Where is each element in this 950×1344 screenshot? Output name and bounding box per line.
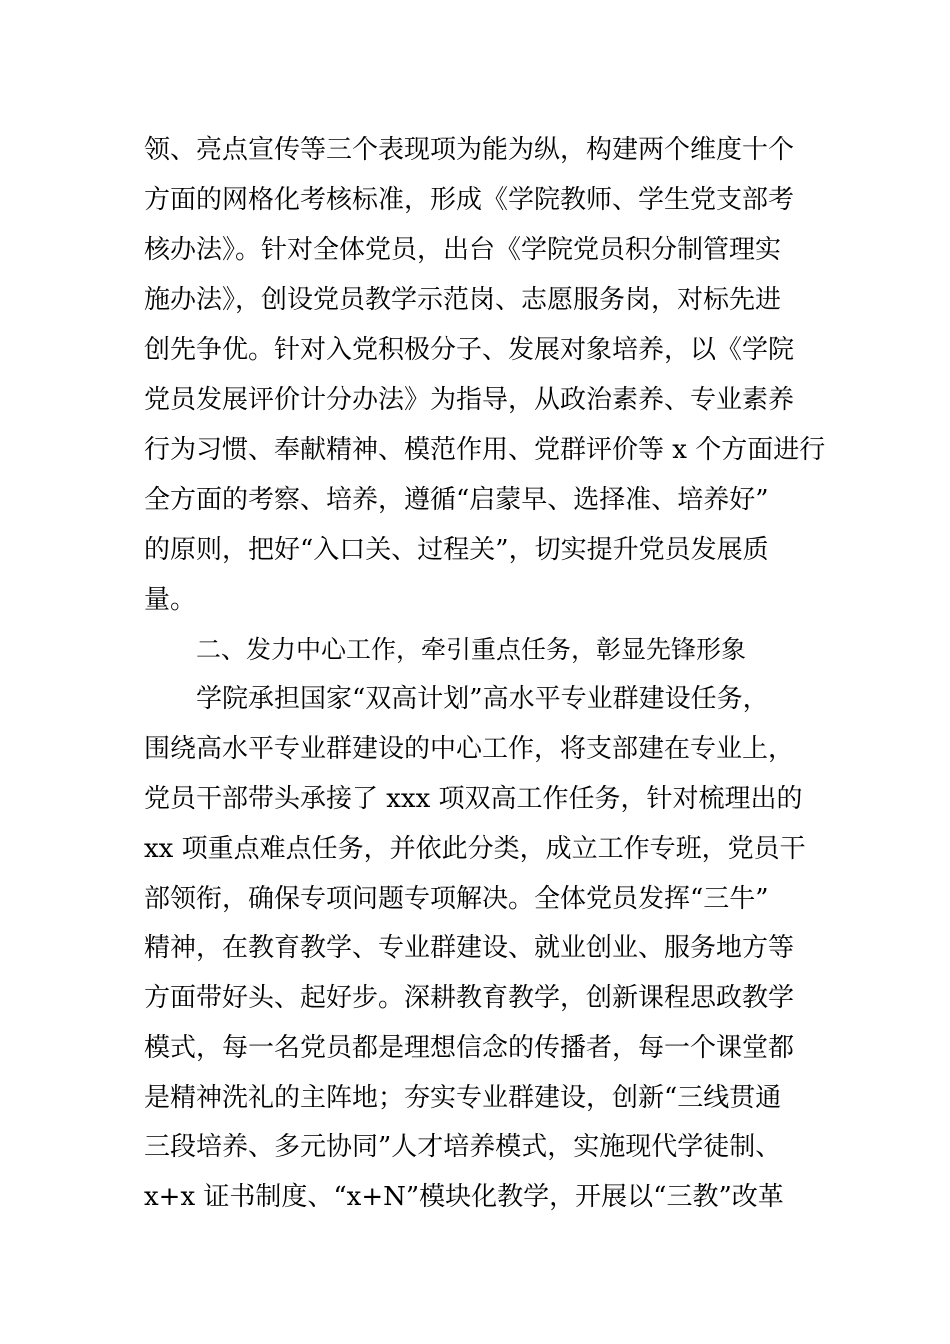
text-line-1: 领、亮点宣传等三个表现项为能为纵，构建两个维度十个 — [144, 135, 795, 165]
section-heading: 二、发力中心工作，牵引重点任务，彰显先锋形象 — [196, 635, 747, 664]
text-line-9: 的原则，把好“入口关、过程关”，切实提升党员发展质 — [144, 535, 769, 565]
text-line-18: 方面带好头、起好步。深耕教育教学，创新课程思政教学 — [144, 983, 795, 1013]
text-line-7: 行为习惯、奉献精神、模范作用、党群评价等 x 个方面进行 — [144, 435, 826, 465]
text-line-13: 围绕高水平专业群建设的中心工作，将支部建在专业上， — [144, 734, 795, 764]
text-line-2: 方面的网格化考核标准，形成《学院教师、学生党支部考 — [144, 185, 795, 215]
text-line-5: 创先争优。针对入党积极分子、发展对象培养，以《学院 — [144, 335, 795, 365]
text-line-3: 核办法》。针对全体党员，出台《学院党员积分制管理实 — [144, 235, 782, 265]
text-line-8: 全方面的考察、培养，遵循“启蒙早、选择准、培养好” — [144, 485, 769, 515]
text-line-19: 模式，每一名党员都是理想信念的传播者，每一个课堂都 — [144, 1033, 795, 1063]
text-line-6: 党员发展评价计分办法》为指导，从政治素养、专业素养 — [144, 385, 795, 415]
text-line-22: x+x 证书制度、“x+N”模块化教学，开展以“三教”改革 — [144, 1182, 784, 1212]
paragraph-first-line: 学院承担国家“双高计划”高水平专业群建设任务， — [196, 684, 769, 714]
text-line-10: 量。 — [144, 585, 197, 615]
text-line-21: 三段培养、多元协同”人才培养模式，实施现代学徒制、 — [144, 1132, 782, 1162]
text-line-15: xx 项重点难点任务，并依此分类，成立工作专班，党员干 — [144, 834, 806, 864]
text-line-17: 精神，在教育教学、专业群建设、就业创业、服务地方等 — [144, 933, 795, 963]
text-line-14: 党员干部带头承接了 xxx 项双高工作任务，针对梳理出的 — [144, 784, 803, 814]
text-line-16: 部领衔，确保专项问题专项解决。全体党员发挥“三牛” — [144, 884, 769, 914]
text-line-20: 是精神洗礼的主阵地；夯实专业群建设，创新“三线贯通 — [144, 1083, 782, 1113]
text-line-4: 施办法》，创设党员教学示范岗、志愿服务岗，对标先进 — [144, 285, 782, 315]
